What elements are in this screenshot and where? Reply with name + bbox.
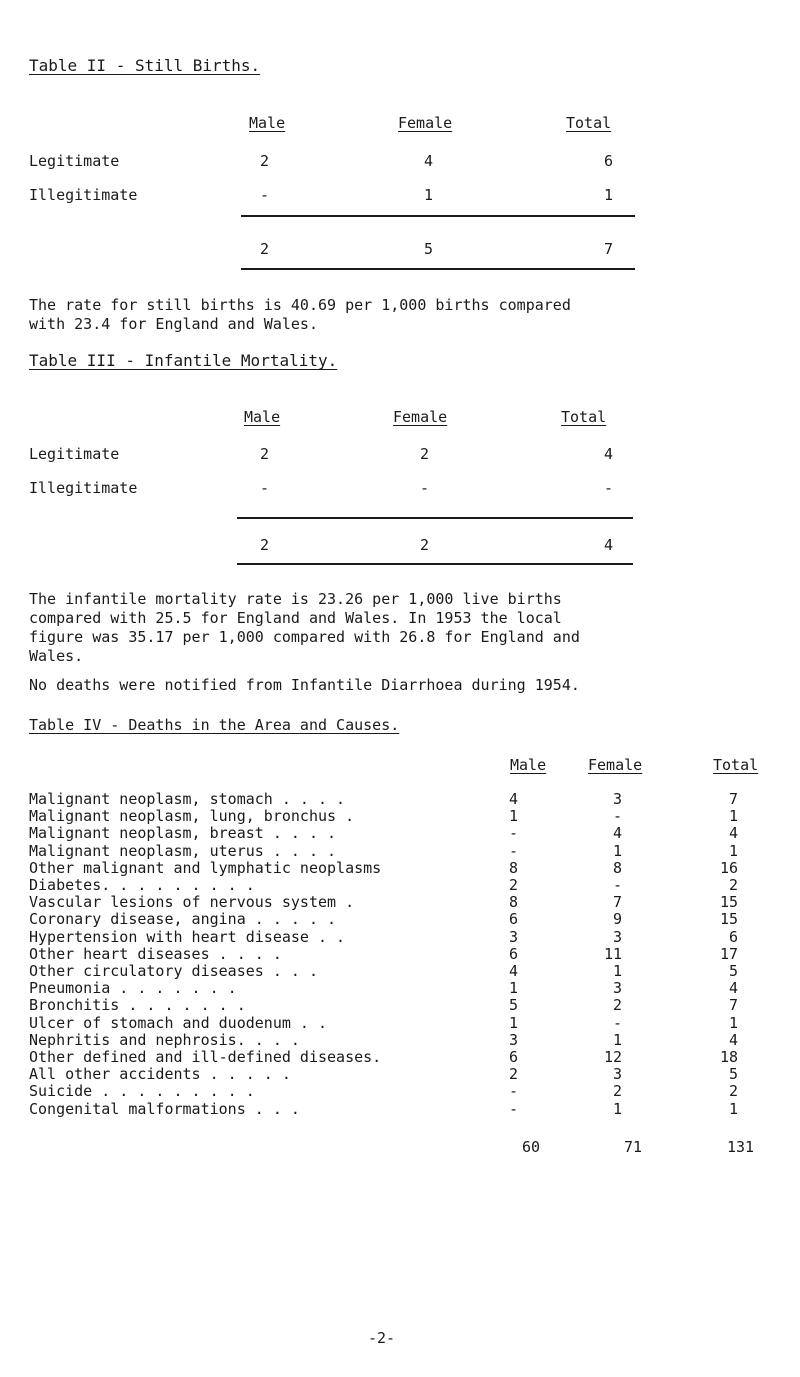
- cause-cell: Malignant neoplasm, lung, bronchus .: [29, 807, 355, 826]
- male-cell: 2: [260, 445, 270, 463]
- female-cell: 8: [612, 858, 622, 877]
- total-cell: 7: [728, 996, 738, 1015]
- table-row: [0, 910, 800, 927]
- cause-cell: Suicide . . . . . . . . .: [29, 1082, 255, 1101]
- total-cell: 4: [728, 979, 738, 998]
- note-line: Wales.: [29, 647, 84, 665]
- table2-total-female: 5: [424, 240, 434, 258]
- female-cell: 11: [603, 944, 622, 963]
- female-cell: -: [420, 479, 430, 497]
- total-cell: 1: [728, 807, 738, 826]
- male-cell: 1: [508, 1013, 518, 1032]
- total-cell: 16: [719, 858, 738, 877]
- table4-header-female: Female: [588, 756, 643, 774]
- note-line: The infantile mortality rate is 23.26 per 1,000 live births: [29, 590, 562, 608]
- female-cell: 4: [612, 824, 622, 843]
- male-cell: -: [508, 1099, 518, 1118]
- cause-cell: All other accidents . . . . .: [29, 1065, 291, 1084]
- row-label: Illegitimate: [29, 186, 138, 204]
- male-cell: 6: [508, 910, 518, 929]
- table3-total-total: 4: [604, 536, 614, 554]
- note-line: with 23.4 for England and Wales.: [29, 315, 318, 333]
- total-cell: 5: [728, 1065, 738, 1084]
- female-cell: 2: [612, 1082, 622, 1101]
- cause-cell: Other heart diseases . . . .: [29, 944, 282, 963]
- note-line: figure was 35.17 per 1,000 compared with 26.8 for England and: [29, 628, 580, 646]
- female-cell: 3: [612, 1065, 622, 1084]
- male-cell: 6: [508, 944, 518, 963]
- note-line: The rate for still births is 40.69 per 1,000 births compared: [29, 296, 571, 314]
- cause-cell: Nephritis and nephrosis. . . .: [29, 1030, 300, 1049]
- table3-total-female: 2: [420, 536, 430, 554]
- female-cell: 9: [612, 910, 622, 929]
- table-row: [0, 979, 800, 996]
- male-cell: 6: [508, 1048, 518, 1066]
- table-row: [0, 962, 800, 979]
- table-row: [0, 876, 800, 893]
- cause-cell: Malignant neoplasm, stomach . . . .: [29, 790, 346, 808]
- total-cell: 18: [719, 1048, 738, 1066]
- male-cell: 5: [508, 996, 518, 1015]
- male-cell: 2: [508, 876, 518, 894]
- total-cell: 5: [728, 962, 738, 980]
- total-cell: 1: [728, 1013, 738, 1032]
- table3-rule-top: [237, 517, 633, 519]
- cause-cell: Bronchitis . . . . . . .: [29, 996, 246, 1015]
- total-cell: 1: [728, 841, 738, 860]
- male-cell: -: [260, 479, 270, 497]
- table-row: [0, 928, 800, 945]
- total-cell: 4: [604, 445, 614, 463]
- female-cell: 7: [612, 893, 622, 912]
- table3-note: [29, 590, 580, 666]
- table3-header-total: Total: [561, 408, 607, 426]
- cause-cell: Other malignant and lymphatic neoplasms: [29, 858, 382, 877]
- total-cell: 1: [604, 186, 614, 204]
- total-cell: 15: [719, 893, 738, 912]
- table-row: [0, 824, 800, 841]
- male-cell: 2: [508, 1065, 518, 1084]
- female-cell: 1: [612, 962, 622, 980]
- total-cell: 4: [728, 1030, 738, 1049]
- male-cell: 1: [508, 807, 518, 826]
- male-cell: 8: [508, 893, 518, 912]
- table2-total-total: 7: [604, 240, 614, 258]
- table4-title: Table IV - Deaths in the Area and Causes.: [29, 716, 400, 734]
- cause-cell: Coronary disease, angina . . . . .: [29, 910, 337, 929]
- table-row: [0, 1100, 800, 1117]
- table4-total-female: 71: [624, 1138, 643, 1156]
- male-cell: 1: [508, 979, 518, 998]
- female-cell: 2: [420, 445, 430, 463]
- table-row: [0, 1048, 800, 1065]
- table-row: [0, 790, 800, 807]
- table2-header-female: Female: [398, 114, 453, 132]
- female-cell: 1: [612, 841, 622, 860]
- female-cell: 12: [603, 1048, 622, 1066]
- male-cell: 3: [508, 1030, 518, 1049]
- female-cell: -: [612, 876, 622, 894]
- table-row: [0, 859, 800, 876]
- male-cell: -: [508, 824, 518, 843]
- table3-header-male: Male: [244, 408, 281, 426]
- total-cell: 6: [604, 152, 614, 170]
- total-cell: 2: [728, 876, 738, 894]
- cause-cell: Other circulatory diseases . . .: [29, 962, 318, 980]
- table-row: [0, 1014, 800, 1031]
- cause-cell: Ulcer of stomach and duodenum . .: [29, 1013, 328, 1032]
- table2-rule-bottom: [241, 268, 635, 270]
- total-cell: 6: [728, 927, 738, 946]
- table4-header-total: Total: [713, 756, 759, 774]
- female-cell: 2: [612, 996, 622, 1015]
- male-cell: 4: [508, 790, 518, 808]
- female-cell: 3: [612, 790, 622, 808]
- table-row: [0, 945, 800, 962]
- table2-note: [29, 296, 571, 334]
- female-cell: 1: [612, 1030, 622, 1049]
- total-cell: 1: [728, 1099, 738, 1118]
- male-cell: 2: [260, 152, 270, 170]
- table-row: [0, 1031, 800, 1048]
- row-label: Legitimate: [29, 152, 120, 170]
- total-cell: 17: [719, 944, 738, 963]
- table-row: [0, 1082, 800, 1099]
- table-row: [0, 1065, 800, 1082]
- table-row: [0, 996, 800, 1013]
- note-line: compared with 25.5 for England and Wales. In 1953 the local: [29, 609, 562, 627]
- table-row: [0, 807, 800, 824]
- table2-rule-top: [241, 215, 635, 217]
- cause-cell: Other defined and ill-defined diseases.: [29, 1048, 382, 1066]
- table-row: [0, 842, 800, 859]
- female-cell: 3: [612, 979, 622, 998]
- table3-total-male: 2: [260, 536, 270, 554]
- table2-header-male: Male: [249, 114, 286, 132]
- table3-title: Table III - Infantile Mortality.: [29, 351, 338, 370]
- female-cell: -: [612, 807, 622, 826]
- total-cell: 15: [719, 910, 738, 929]
- cause-cell: Vascular lesions of nervous system .: [29, 893, 355, 912]
- page-number: -2-: [368, 1329, 396, 1347]
- table-row: [0, 893, 800, 910]
- table4-total-total: 131: [727, 1138, 755, 1156]
- cause-cell: Hypertension with heart disease . .: [29, 927, 346, 946]
- female-cell: -: [612, 1013, 622, 1032]
- total-cell: -: [604, 479, 614, 497]
- table2-total-male: 2: [260, 240, 270, 258]
- cause-cell: Congenital malformations . . .: [29, 1099, 300, 1118]
- total-cell: 2: [728, 1082, 738, 1101]
- diarrhoea-note: No deaths were notified from Infantile Diarrhoea during 1954.: [29, 676, 580, 694]
- table2-header-total: Total: [566, 114, 612, 132]
- cause-cell: Malignant neoplasm, breast . . . .: [29, 824, 337, 843]
- total-cell: 7: [728, 790, 738, 808]
- cause-cell: Diabetes. . . . . . . . .: [29, 876, 255, 894]
- male-cell: 8: [508, 858, 518, 877]
- male-cell: 3: [508, 927, 518, 946]
- table3-rule-bottom: [237, 563, 633, 565]
- table3-header-female: Female: [393, 408, 448, 426]
- row-label: Legitimate: [29, 445, 120, 463]
- male-cell: -: [508, 841, 518, 860]
- table4-header-male: Male: [510, 756, 547, 774]
- table2-title: Table II - Still Births.: [29, 56, 261, 75]
- female-cell: 1: [612, 1099, 622, 1118]
- female-cell: 4: [424, 152, 434, 170]
- cause-cell: Malignant neoplasm, uterus . . . .: [29, 841, 337, 860]
- female-cell: 3: [612, 927, 622, 946]
- table4-total-male: 60: [522, 1138, 541, 1156]
- female-cell: 1: [424, 186, 434, 204]
- row-label: Illegitimate: [29, 479, 138, 497]
- male-cell: -: [508, 1082, 518, 1101]
- total-cell: 4: [728, 824, 738, 843]
- male-cell: 4: [508, 962, 518, 980]
- cause-cell: Pneumonia . . . . . . .: [29, 979, 237, 998]
- male-cell: -: [260, 186, 270, 204]
